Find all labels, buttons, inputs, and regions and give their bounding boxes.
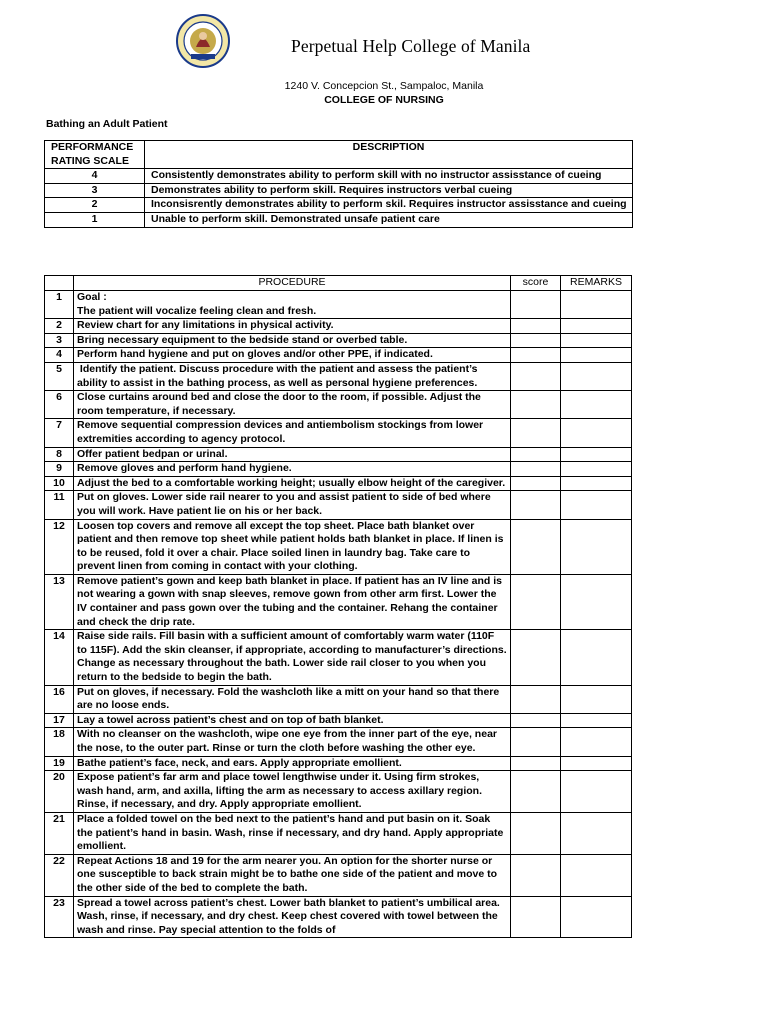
procedure-header-row <box>45 276 632 291</box>
college-address: 1240 V. Concepcion St., Sampaloc, Manila <box>284 80 484 92</box>
step-number: 18 <box>45 728 74 756</box>
rating-description: Unable to perform skill. Demonstrated unsafe patient care <box>145 212 633 227</box>
step-text: Lay a towel across patient’s chest and on top of bath blanket. <box>74 713 511 728</box>
rating-level: 1 <box>45 212 145 227</box>
score-cell[interactable] <box>511 419 561 447</box>
procedure-row <box>45 519 632 574</box>
score-cell[interactable] <box>511 756 561 771</box>
score-cell[interactable] <box>511 291 561 319</box>
remarks-cell[interactable] <box>561 812 632 854</box>
step-text: Review chart for any limitations in physical activity. <box>74 319 511 334</box>
step-text: Loosen top covers and remove all except the top sheet. Place bath blanket over patient and then remove top sheet while patient holds bath blanket in place. If linen is to be reused, fold it over a chair. Place soiled linen in laundry bag. Take care to prevent linen from coming in contact with your clothing. <box>74 519 511 574</box>
rating-row <box>45 183 633 198</box>
step-number: 13 <box>45 574 74 629</box>
rating-level: 3 <box>45 183 145 198</box>
step-text: Repeat Actions 18 and 19 for the arm nearer you. An option for the shorter nurse or one susceptible to back strain might be to bathe one side of the patient and move to the other side of the bed to complete the bath. <box>74 854 511 896</box>
step-text: Put on gloves, if necessary. Fold the washcloth like a mitt on your hand so that there are no loose ends. <box>74 685 511 713</box>
procedure-row <box>45 812 632 854</box>
procedure-row <box>45 771 632 813</box>
step-number: 20 <box>45 771 74 813</box>
score-cell[interactable] <box>511 391 561 419</box>
remarks-header: REMARKS <box>561 276 632 291</box>
step-text: Identify the patient. Discuss procedure with the patient and assess the patient’s ability to assist in the bathing process, as well as personal hygiene preferences. <box>74 362 511 390</box>
remarks-cell[interactable] <box>561 574 632 629</box>
score-cell[interactable] <box>511 728 561 756</box>
rating-scale-header: PERFORMANCE RATING SCALE <box>45 141 145 169</box>
step-text: Adjust the bed to a comfortable working height; usually elbow height of the caregiver. <box>74 476 511 491</box>
procedure-row <box>45 391 632 419</box>
performance-rating-table <box>44 140 633 228</box>
score-cell[interactable] <box>511 630 561 685</box>
remarks-cell[interactable] <box>561 491 632 519</box>
remarks-cell[interactable] <box>561 630 632 685</box>
remarks-cell[interactable] <box>561 756 632 771</box>
remarks-cell[interactable] <box>561 685 632 713</box>
step-text: Bring necessary equipment to the bedside stand or overbed table. <box>74 333 511 348</box>
score-cell[interactable] <box>511 447 561 462</box>
procedure-row <box>45 630 632 685</box>
step-number: 17 <box>45 713 74 728</box>
score-header: score <box>511 276 561 291</box>
remarks-cell[interactable] <box>561 391 632 419</box>
step-number: 19 <box>45 756 74 771</box>
remarks-cell[interactable] <box>561 333 632 348</box>
score-cell[interactable] <box>511 771 561 813</box>
description-header: DESCRIPTION <box>145 141 633 169</box>
step-text: Close curtains around bed and close the door to the room, if possible. Adjust the room temperature, if necessary. <box>74 391 511 419</box>
step-text: Raise side rails. Fill basin with a sufficient amount of comfortably warm water (110F to 115F). Add the skin cleanser, if appropriate, according to manufacturer’s directions. Change as necessary throughout the bath. Lower side rail closer to you when you return to the bedside to begin the bath. <box>74 630 511 685</box>
college-seal-logo <box>176 14 230 68</box>
step-text: Place a folded towel on the bed next to the patient’s hand and put basin on it. Soak the patient’s hand in basin. Wash, rinse if necessary, and dry hand. Apply appropriate emollient. <box>74 812 511 854</box>
procedure-header: PROCEDURE <box>74 276 511 291</box>
step-number: 7 <box>45 419 74 447</box>
step-number: 9 <box>45 462 74 477</box>
step-text: Goal : The patient will vocalize feeling clean and fresh. <box>74 291 511 319</box>
step-number: 14 <box>45 630 74 685</box>
step-number: 21 <box>45 812 74 854</box>
document-title: Bathing an Adult Patient <box>46 118 168 130</box>
score-cell[interactable] <box>511 574 561 629</box>
remarks-cell[interactable] <box>561 291 632 319</box>
college-name: Perpetual Help College of Manila <box>291 36 531 56</box>
remarks-cell[interactable] <box>561 896 632 938</box>
procedure-row <box>45 491 632 519</box>
score-cell[interactable] <box>511 319 561 334</box>
step-text: Remove sequential compression devices and antiembolism stockings from lower extremities according to agency protocol. <box>74 419 511 447</box>
score-cell[interactable] <box>511 476 561 491</box>
step-number: 5 <box>45 362 74 390</box>
procedure-row <box>45 854 632 896</box>
procedure-row <box>45 319 632 334</box>
remarks-cell[interactable] <box>561 519 632 574</box>
step-text: Perform hand hygiene and put on gloves and/or other PPE, if indicated. <box>74 348 511 363</box>
step-number: 12 <box>45 519 74 574</box>
rating-row <box>45 212 633 227</box>
procedure-row <box>45 713 632 728</box>
procedure-table <box>44 275 632 938</box>
remarks-cell[interactable] <box>561 771 632 813</box>
remarks-cell[interactable] <box>561 319 632 334</box>
step-number: 22 <box>45 854 74 896</box>
step-number: 8 <box>45 447 74 462</box>
score-cell[interactable] <box>511 348 561 363</box>
remarks-cell[interactable] <box>561 362 632 390</box>
step-text: Bathe patient’s face, neck, and ears. Apply appropriate emollient. <box>74 756 511 771</box>
step-text: Offer patient bedpan or urinal. <box>74 447 511 462</box>
step-number: 23 <box>45 896 74 938</box>
step-number: 11 <box>45 491 74 519</box>
rating-description: Demonstrates ability to perform skill. Requires instructors verbal cueing <box>145 183 633 198</box>
procedure-row <box>45 291 632 319</box>
score-cell[interactable] <box>511 713 561 728</box>
score-cell[interactable] <box>511 896 561 938</box>
number-header <box>45 276 74 291</box>
score-cell[interactable] <box>511 519 561 574</box>
score-cell[interactable] <box>511 362 561 390</box>
score-cell[interactable] <box>511 491 561 519</box>
step-number: 16 <box>45 685 74 713</box>
step-text: Expose patient’s far arm and place towel lengthwise under it. Using firm strokes, wash hand, arm, and axilla, lifting the arm as necessary to access axillary region. Rinse, if necessary, and dry. Apply appropriate emollient. <box>74 771 511 813</box>
procedure-row <box>45 362 632 390</box>
procedure-row <box>45 574 632 629</box>
remarks-cell[interactable] <box>561 728 632 756</box>
remarks-cell[interactable] <box>561 854 632 896</box>
procedure-row <box>45 476 632 491</box>
rating-level: 2 <box>45 198 145 213</box>
procedure-row <box>45 896 632 938</box>
remarks-cell[interactable] <box>561 447 632 462</box>
score-cell[interactable] <box>511 333 561 348</box>
procedure-row <box>45 728 632 756</box>
rating-level: 4 <box>45 169 145 184</box>
procedure-row <box>45 685 632 713</box>
remarks-cell[interactable] <box>561 476 632 491</box>
rating-description: Consistently demonstrates ability to perform skill with no instructor assisstance of cueing <box>145 169 633 184</box>
step-number: 10 <box>45 476 74 491</box>
step-number: 4 <box>45 348 74 363</box>
step-text: Put on gloves. Lower side rail nearer to you and assist patient to side of bed where you will work. Have patient lie on his or her back. <box>74 491 511 519</box>
procedure-row <box>45 348 632 363</box>
remarks-cell[interactable] <box>561 713 632 728</box>
step-text: Remove patient’s gown and keep bath blanket in place. If patient has an IV line and is not wearing a gown with snap sleeves, remove gown from other arm first. Lower the IV container and pass gown over the tubing and the container. Rehang the container and check the drip rate. <box>74 574 511 629</box>
step-number: 6 <box>45 391 74 419</box>
remarks-cell[interactable] <box>561 348 632 363</box>
step-text: Spread a towel across patient’s chest. Lower bath blanket to patient’s umbilical area. Wash, rinse, if necessary, and dry chest. Keep chest covered with towel between the wash and rinse. Pay special attention to the folds of <box>74 896 511 938</box>
procedure-row <box>45 756 632 771</box>
procedure-row <box>45 462 632 477</box>
score-cell[interactable] <box>511 812 561 854</box>
rating-row <box>45 169 633 184</box>
procedure-row <box>45 447 632 462</box>
procedure-row <box>45 419 632 447</box>
procedure-row <box>45 333 632 348</box>
score-cell[interactable] <box>511 685 561 713</box>
rating-header-row <box>45 141 633 169</box>
step-number: 1 <box>45 291 74 319</box>
rating-description: Inconsisrently demonstrates ability to perform skil. Requires instructor assisstance and cueing <box>145 198 633 213</box>
step-number: 2 <box>45 319 74 334</box>
remarks-cell[interactable] <box>561 462 632 477</box>
step-text: With no cleanser on the washcloth, wipe one eye from the inner part of the eye, near the nose, to the outer part. Rinse or turn the cloth before washing the other eye. <box>74 728 511 756</box>
department-name: COLLEGE OF NURSING <box>324 94 444 106</box>
score-cell[interactable] <box>511 854 561 896</box>
step-number: 3 <box>45 333 74 348</box>
score-cell[interactable] <box>511 462 561 477</box>
remarks-cell[interactable] <box>561 419 632 447</box>
rating-row <box>45 198 633 213</box>
step-text: Remove gloves and perform hand hygiene. <box>74 462 511 477</box>
